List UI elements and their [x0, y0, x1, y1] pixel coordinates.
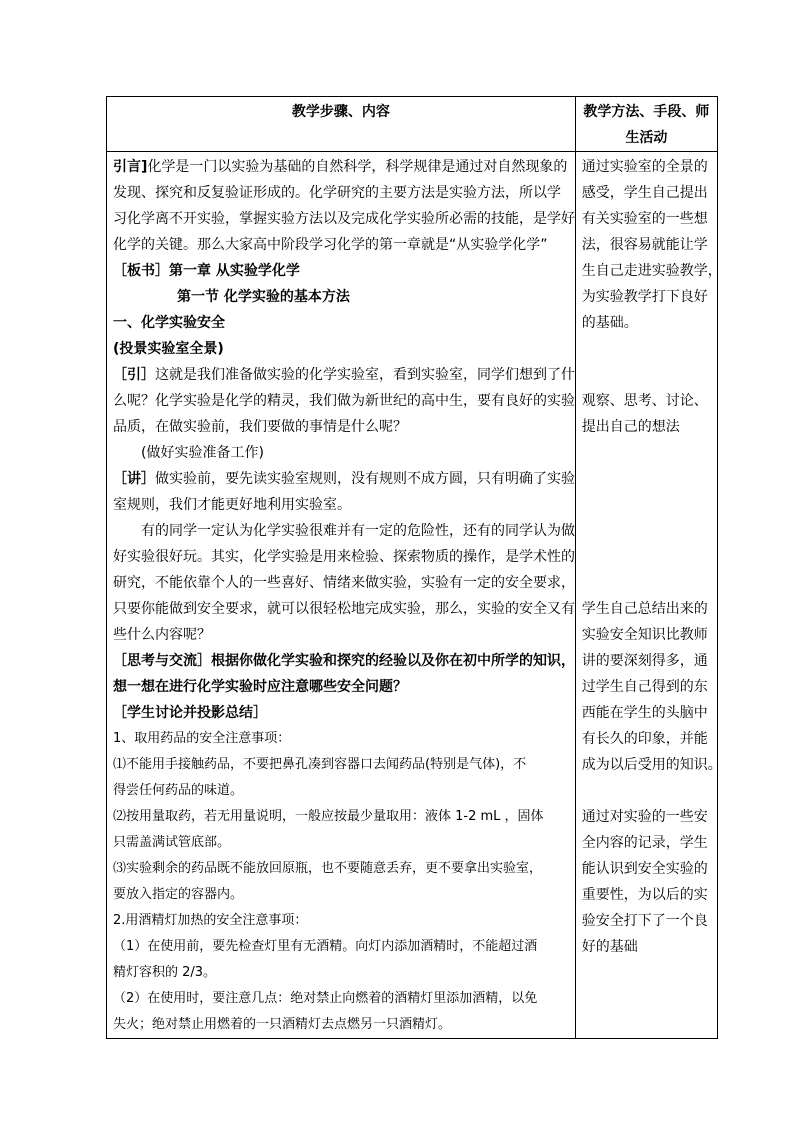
note-1-line: 法，很容易就能让学	[581, 237, 708, 253]
note-1-line: 感受，学生自己提出	[581, 185, 708, 201]
content-row	[107, 152, 718, 1039]
header-row	[107, 97, 718, 152]
note-1-line: 有关实验室的一些想	[581, 211, 708, 227]
prep-note: (做好实验准备工作)	[141, 445, 264, 461]
yin-line-1: ［引］这就是我们准备做实验的化学实验室，看到实验室，同学们想到了什	[113, 367, 575, 383]
think-line-2: 想一想在进行化学实验时应注意哪些安全问题？	[113, 679, 407, 695]
note-3-line: 有长久的印象，并能	[581, 731, 708, 747]
board-line-1: ［板书］第一章 从实验学化学	[113, 263, 300, 279]
board-line-2: 第一节 化学实验的基本方法	[177, 289, 350, 305]
note-block-3	[581, 596, 722, 778]
note-block-2	[582, 388, 715, 440]
para2-line-4: 只要你能做到安全要求，就可以很轻松地完成实验，那么，实验的安全又有	[113, 601, 575, 617]
note-4-line: 好的基础	[581, 939, 638, 955]
projection-note: (投景实验室全景)	[113, 341, 224, 357]
note-3-line: 过学生自己得到的东	[581, 679, 708, 695]
note-1-line: 为实验教学打下良好	[581, 289, 708, 305]
para2-line-3: 研究，不能依靠个人的一些喜好、情绪来做实验，实验有一定的安全要求，	[113, 575, 575, 591]
header-left-cell	[107, 97, 576, 152]
note-1-line: 通过实验室的全景的	[581, 159, 708, 175]
para2-line-2: 好实验很好玩。其实，化学实验是用来检验、探索物质的操作，是学术性的	[113, 549, 575, 565]
item2-heading: 2.用酒精灯加热的安全注意事项：	[113, 913, 308, 928]
note-4-line: 全内容的记录，学生	[581, 835, 708, 851]
item1-1-line-b: 得尝任何药品的味道。	[113, 783, 244, 798]
content-left-cell	[107, 152, 576, 1039]
note-4-line: 重要性，为以后的实	[581, 887, 708, 903]
header-right-label-2: 生活动	[625, 130, 668, 146]
note-4-line: 验安全打下了一个良	[581, 913, 708, 929]
note-block-4	[582, 804, 715, 960]
discuss-heading: ［学生讨论并投影总结］	[113, 705, 267, 721]
item2-1-line-b: 精灯容积的 2/3。	[113, 965, 217, 980]
note-2-line: 提出自己的想法	[581, 419, 680, 435]
item1-2-line-a: ⑵按用量取药，若无用量说明，一般应按最少量取用：液体 1-2 mL ，固体	[113, 809, 544, 824]
note-3-line: 西能在学生的头脑中	[581, 705, 708, 721]
item2-2-line-a: （2）在使用时，要注意几点：绝对禁止向燃着的酒精灯里添加酒精，以免	[113, 991, 538, 1006]
note-1-line: 生自己走进实验教学，	[581, 263, 722, 279]
note-block-1	[581, 154, 722, 336]
note-4-line: 能认识到安全实验的	[581, 861, 708, 877]
note-3-line: 学生自己总结出来的	[581, 601, 708, 617]
note-2-line: 观察、思考、讨论、	[581, 393, 708, 409]
intro-tag: 引言]	[113, 159, 148, 175]
intro-line-3: 习化学离不开实验，掌握实验方法以及完成化学实验所必需的技能，是学好	[113, 211, 575, 227]
intro-line-4: 化学的关键。那么大家高中阶段学习化学的第一章就是“从实验学化学”	[113, 237, 548, 253]
note-3-line: 讲的要深刻得多，通	[581, 653, 708, 669]
jiang-tag: ［讲］	[113, 471, 155, 487]
para2-line-5: 些什么内容呢？	[113, 627, 211, 643]
note-4-line: 通过对实验的一些安	[581, 809, 708, 825]
jiang-line-2: 室规则，我们才能更好地利用实验室。	[113, 497, 351, 513]
intro-line-2: 发现、探究和反复验证形成的。化学研究的主要方法是实验方法，所以学	[113, 185, 561, 201]
item1-heading: 1、取用药品的安全注意事项：	[113, 731, 291, 746]
item2-2-line-b: 失火；绝对禁止用燃着的一只酒精灯去点燃另一只酒精灯。	[113, 1017, 452, 1032]
header-right-label-1: 教学方法、手段、师	[583, 104, 710, 120]
lesson-plan-table	[106, 96, 722, 1039]
yin-line-2: 么呢？化学实验是化学的精灵，我们做为新世纪的高中生，要有良好的实验	[113, 393, 575, 409]
header-right-cell	[575, 97, 717, 152]
section-heading-safety: 一、化学实验安全	[113, 315, 225, 331]
intro-line-1: 引言]化学是一门以实验为基础的自然科学，科学规律是通过对自然现象的	[113, 159, 568, 175]
item1-1-line-a: ⑴不能用手接触药品，不要把鼻孔凑到容器口去闻药品(特别是气体)，不	[113, 757, 527, 772]
item1-2-line-b: 只需盖满试管底部。	[113, 835, 231, 850]
note-3-line: 成为以后受用的知识。	[581, 757, 722, 773]
yin-line-3: 品质，在做实验前，我们要做的事情是什么呢？	[113, 419, 407, 435]
yin-tag: ［引］	[113, 367, 155, 383]
header-left-label: 教学步骤、内容	[291, 104, 390, 120]
note-1-line: 的基础。	[581, 315, 638, 331]
note-3-line: 实验安全知识比教师	[581, 627, 708, 643]
item1-3-line-a: ⑶实验剩余的药品既不能放回原瓶，也不要随意丢弃，更不要拿出实验室，	[113, 861, 543, 876]
para2-line-1: 有的同学一定认为化学实验很难并有一定的危险性，还有的同学认为做	[141, 523, 575, 539]
jiang-line-1: ［讲］做实验前，要先读实验室规则，没有规则不成方圆，只有明确了实验	[113, 471, 575, 487]
item1-3-line-b: 要放入指定的容器内。	[113, 887, 244, 902]
think-line-1: ［思考与交流］根据你做化学实验和探究的经验以及你在初中所学的知识，	[113, 653, 575, 669]
item2-1-line-a: （1）在使用前，要先检查灯里有无酒精。向灯内添加酒精时，不能超过酒	[113, 939, 538, 954]
content-right-cell	[575, 152, 722, 1039]
